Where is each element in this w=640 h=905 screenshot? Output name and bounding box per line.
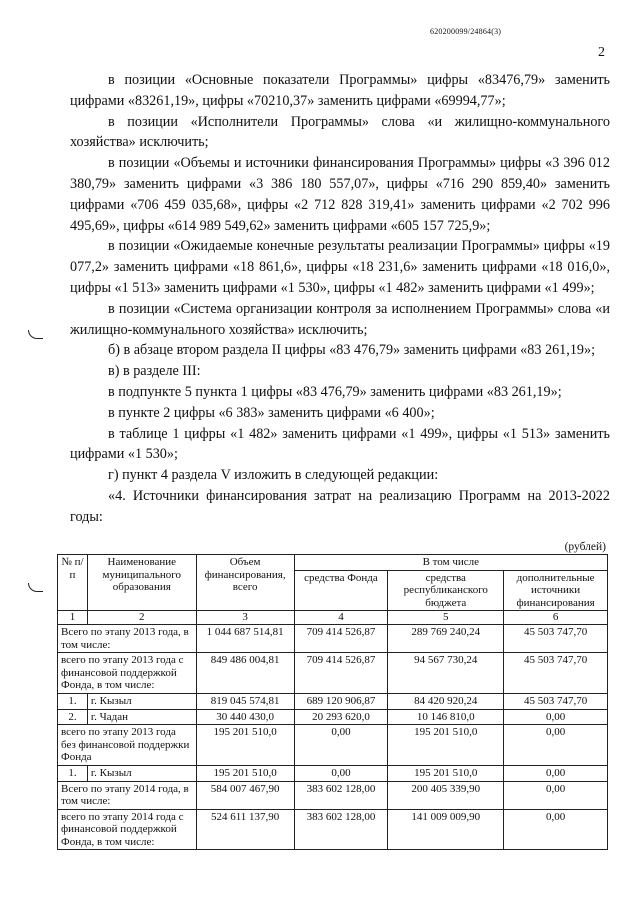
row-fund: 0,00 xyxy=(294,765,388,781)
table-row xyxy=(58,653,608,694)
financing-table-block xyxy=(57,541,608,850)
row-total: 849 486 004,81 xyxy=(196,653,294,694)
row-num: 1. xyxy=(58,765,88,781)
row-republic: 195 201 510,0 xyxy=(388,765,504,781)
paragraph: в) в разделе III: xyxy=(108,363,201,380)
table-row xyxy=(58,693,608,709)
row-extra: 45 503 747,70 xyxy=(504,653,608,694)
row-total: 30 440 430,0 xyxy=(196,709,294,725)
table-row xyxy=(58,765,608,781)
page-number: 2 xyxy=(598,45,605,60)
column-index: 2 xyxy=(87,611,196,625)
row-extra: 0,00 xyxy=(504,781,608,809)
body-text xyxy=(70,70,610,528)
row-name: всего по этапу 2013 года с финансовой поддержкой Фонда, в том числе: xyxy=(58,653,197,694)
column-index: 3 xyxy=(196,611,294,625)
row-republic: 84 420 920,24 xyxy=(388,693,504,709)
margin-mark-2 xyxy=(28,583,43,592)
row-num: 2. xyxy=(58,709,88,725)
row-total: 195 201 510,0 xyxy=(196,725,294,766)
row-extra: 0,00 xyxy=(504,725,608,766)
row-fund: 689 120 906,87 xyxy=(294,693,388,709)
paragraph: в позиции «Исполнители Программы» слова «и жилищно-коммунального хозяйства» исключить; xyxy=(70,113,610,151)
row-republic: 289 769 240,24 xyxy=(388,624,504,652)
row-extra: 45 503 747,70 xyxy=(504,624,608,652)
row-republic: 94 567 730,24 xyxy=(388,653,504,694)
margin-mark-1 xyxy=(28,330,43,339)
table-row xyxy=(58,809,608,850)
row-total: 524 611 137,90 xyxy=(196,809,294,850)
row-extra: 0,00 xyxy=(504,765,608,781)
header-republic: средства республиканского бюджета xyxy=(388,570,504,611)
table-row xyxy=(58,624,608,652)
row-name: Всего по этапу 2014 года, в том числе: xyxy=(58,781,197,809)
header-name: Наименование муниципального образования xyxy=(87,555,196,611)
header-extra: дополнительные источники финансирования xyxy=(504,570,608,611)
row-name: г. Кызыл xyxy=(87,693,196,709)
paragraph: г) пункт 4 раздела V изложить в следующей редакции: xyxy=(108,467,439,484)
table-row xyxy=(58,709,608,725)
row-name: г. Кызыл xyxy=(87,765,196,781)
header-num: № п/п xyxy=(58,555,88,611)
row-total: 584 007 467,90 xyxy=(196,781,294,809)
row-total: 1 044 687 514,81 xyxy=(196,624,294,652)
column-index: 5 xyxy=(388,611,504,625)
paragraph: в пункте 2 цифры «6 383» заменить цифрами «6 400»; xyxy=(108,404,435,421)
row-republic: 195 201 510,0 xyxy=(388,725,504,766)
row-name: г. Чадан xyxy=(87,709,196,725)
row-total: 819 045 574,81 xyxy=(196,693,294,709)
column-index: 1 xyxy=(58,611,88,625)
paragraph: в позиции «Объемы и источники финансирования Программы» цифры «3 396 012 380,79» заменить цифрами «3 386 180 557,07», цифры «716 290 859,40» заменить цифрами «706 459 035,68», цифры «2 712 828 319,41» заменить цифрами «2 702 996 495,69», цифры «614 989 549,62» заменить цифрами «605 157 725,9»; xyxy=(70,155,610,234)
header-group: В том числе xyxy=(294,555,607,571)
row-fund: 383 602 128,00 xyxy=(294,781,388,809)
paragraph: в таблице 1 цифры «1 482» заменить цифрами «1 499», цифры «1 513» заменить цифрами «1 530»; xyxy=(70,425,610,463)
row-fund: 383 602 128,00 xyxy=(294,809,388,850)
row-num: 1. xyxy=(58,693,88,709)
header-fund: средства Фонда xyxy=(294,570,388,611)
column-index-row xyxy=(58,611,608,625)
row-fund: 0,00 xyxy=(294,725,388,766)
paragraph: б) в абзаце втором раздела II цифры «83 476,79» заменить цифрами «83 261,19»; xyxy=(108,342,596,359)
row-total: 195 201 510,0 xyxy=(196,765,294,781)
table-row xyxy=(58,725,608,766)
table-row xyxy=(58,781,608,809)
paragraph: «4. Источники финансирования затрат на реализацию Программ на 2013-2022 годы: xyxy=(70,487,610,525)
paragraph: в позиции «Ожидаемые конечные результаты реализации Программы» цифры «19 077,2» заменить цифрами «18 861,6», цифры «18 231,6» заменить цифрами «18 016,0», цифры «1 513» заменить цифрами «1 530», цифры «1 482» заменить цифрами «1 499»; xyxy=(70,238,610,296)
row-republic: 200 405 339,90 xyxy=(388,781,504,809)
header-total: Объем финансирования, всего xyxy=(196,555,294,611)
column-index: 6 xyxy=(504,611,608,625)
row-name: всего по этапу 2013 года без финансовой поддержки Фонда xyxy=(58,725,197,766)
row-name: всего по этапу 2014 года с финансовой поддержкой Фонда, в том числе: xyxy=(58,809,197,850)
row-fund: 709 414 526,87 xyxy=(294,653,388,694)
financing-table xyxy=(57,554,608,850)
paragraph: в позиции «Система организации контроля за исполнением Программы» слова «и жилищно-коммунального хозяйства» исключить; xyxy=(70,300,610,338)
paragraph: в позиции «Основные показатели Программы» цифры «83476,79» заменить цифрами «83261,19», цифры «70210,37» заменить цифрами «69994,77»; xyxy=(70,72,610,109)
row-extra: 0,00 xyxy=(504,709,608,725)
row-extra: 45 503 747,70 xyxy=(504,693,608,709)
row-name: Всего по этапу 2013 года, в том числе: xyxy=(58,624,197,652)
column-index: 4 xyxy=(294,611,388,625)
document-code: 620200099/24864(3) xyxy=(430,27,502,36)
paragraph: в подпункте 5 пункта 1 цифры «83 476,79» заменить цифрами «83 261,19»; xyxy=(108,383,562,400)
table-unit: (рублей) xyxy=(564,541,606,553)
row-republic: 141 009 009,90 xyxy=(388,809,504,850)
row-fund: 20 293 620,0 xyxy=(294,709,388,725)
row-extra: 0,00 xyxy=(504,809,608,850)
row-republic: 10 146 810,0 xyxy=(388,709,504,725)
row-fund: 709 414 526,87 xyxy=(294,624,388,652)
